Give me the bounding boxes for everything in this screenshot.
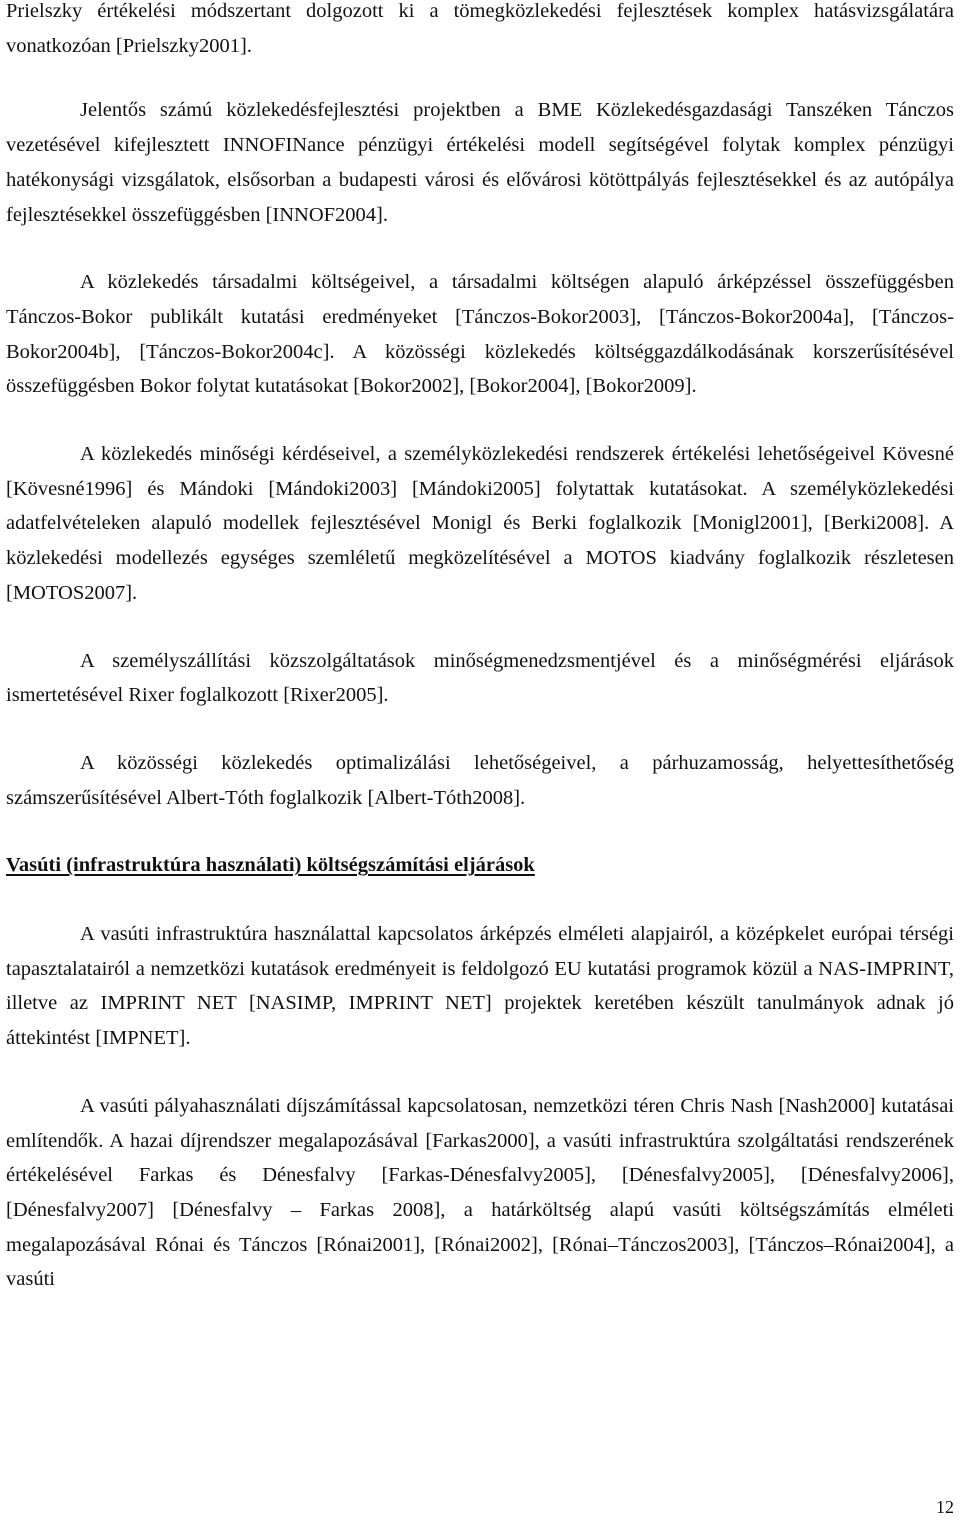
section-heading: Vasúti (infrastruktúra használati) költségszámítási eljárások bbox=[6, 854, 535, 877]
paragraph-social-costs: A közlekedés társadalmi költségeivel, a társadalmi költségen alapuló árképzéssel összefüggésben Tánczos-Bokor publikált kutatási eredményeket [Tánczos-Bokor2003], [Tánczos-Bokor2004a], [Tánczos-Bokor2004b], [Tánczos-Bokor2004c]. A közösségi közlekedés költséggazdálkodásának korszerűsítésével összefüggésben Bokor folytat kutatásokat [Bokor2002], [Bokor2004], [Bokor2009]. bbox=[6, 271, 954, 398]
paragraph-quality: A közlekedés minőségi kérdéseivel, a személyközlekedési rendszerek értékelési lehetőségeivel Kövesné [Kövesné1996] és Mándoki [Mándoki2003] [Mándoki2005] folytattak kutatásokat. A személyközlekedési adatfelvételeken alapuló modellek fejlesztésével Monigl és Berki foglalkozik [Monigl2001], [Berki2008]. A közlekedési modellezés egységes szemléletű megközelítésével a MOTOS kiadvány foglalkozik részletesen [MOTOS2007]. bbox=[6, 443, 954, 604]
paragraph-prielszky: Prielszky értékelési módszertant dolgozott ki a tömegközlekedési fejlesztések komplex hatásvizsgálatára vonatkozóan [Prielszky2001]. bbox=[6, 0, 954, 57]
paragraph-innofinance: Jelentős számú közlekedésfejlesztési projektben a BME Közlekedésgazdasági Tanszéken Tánczos vezetésével kifejlesztett INNOFINance pénzügyi értékelési modell segítségével folytak komplex pénzügyi hatékonysági vizsgálatok, elsősorban a budapesti városi és elővárosi kötöttpályás fejlesztésekkel és az autópálya fejlesztésekkel összefüggésben [INNOF2004]. bbox=[6, 99, 954, 226]
paragraph-quality-management: A személyszállítási közszolgáltatások minőségmenedzsmentjével és a minőségmérési eljárások ismertetésével Rixer foglalkozott [Rixer2005]. bbox=[6, 649, 954, 707]
paragraph-rail-charges: A vasúti pályahasználati díjszámítással kapcsolatosan, nemzetközi téren Chris Nash [Nash2000] kutatásai említendők. A hazai díjrendszer megalapozásával [Farkas2000], a vasúti infrastruktúra szolgáltatási rendszerének értékelésével Farkas és Dénesfalvy [Farkas-Dénesfalvy2005], [Dénesfalvy2005], [Dénesfalvy2006], [Dénesfalvy2007] [Dénesfalvy – Farkas 2008], a határköltség alapú vasúti költségszámítás elméleti megalapozásával Rónai és Tánczos [Rónai2001], [Rónai2002], [Rónai–Tánczos2003], [Tánczos–Rónai2004], a vasúti bbox=[6, 1094, 954, 1291]
paragraph-optimization: A közösségi közlekedés optimalizálási lehetőségeivel, a párhuzamosság, helyettesíthetőség számszerűsítésével Albert-Tóth foglalkozik [Albert-Tóth2008]. bbox=[6, 751, 954, 809]
document-page bbox=[6, 0, 954, 1297]
page-number: 12 bbox=[936, 1497, 954, 1517]
paragraph-rail-pricing: A vasúti infrastruktúra használattal kapcsolatos árképzés elméleti alapjairól, a középkelet európai térségi tapasztalatairól a nemzetközi kutatások eredményeit is feldolgozó EU kutatási programok közül a NAS-IMPRINT, illetve az IMPRINT NET [NASIMP, IMPRINT NET] projektek keretében készült tanulmányok adnak jó áttekintést [IMPNET]. bbox=[6, 923, 954, 1050]
